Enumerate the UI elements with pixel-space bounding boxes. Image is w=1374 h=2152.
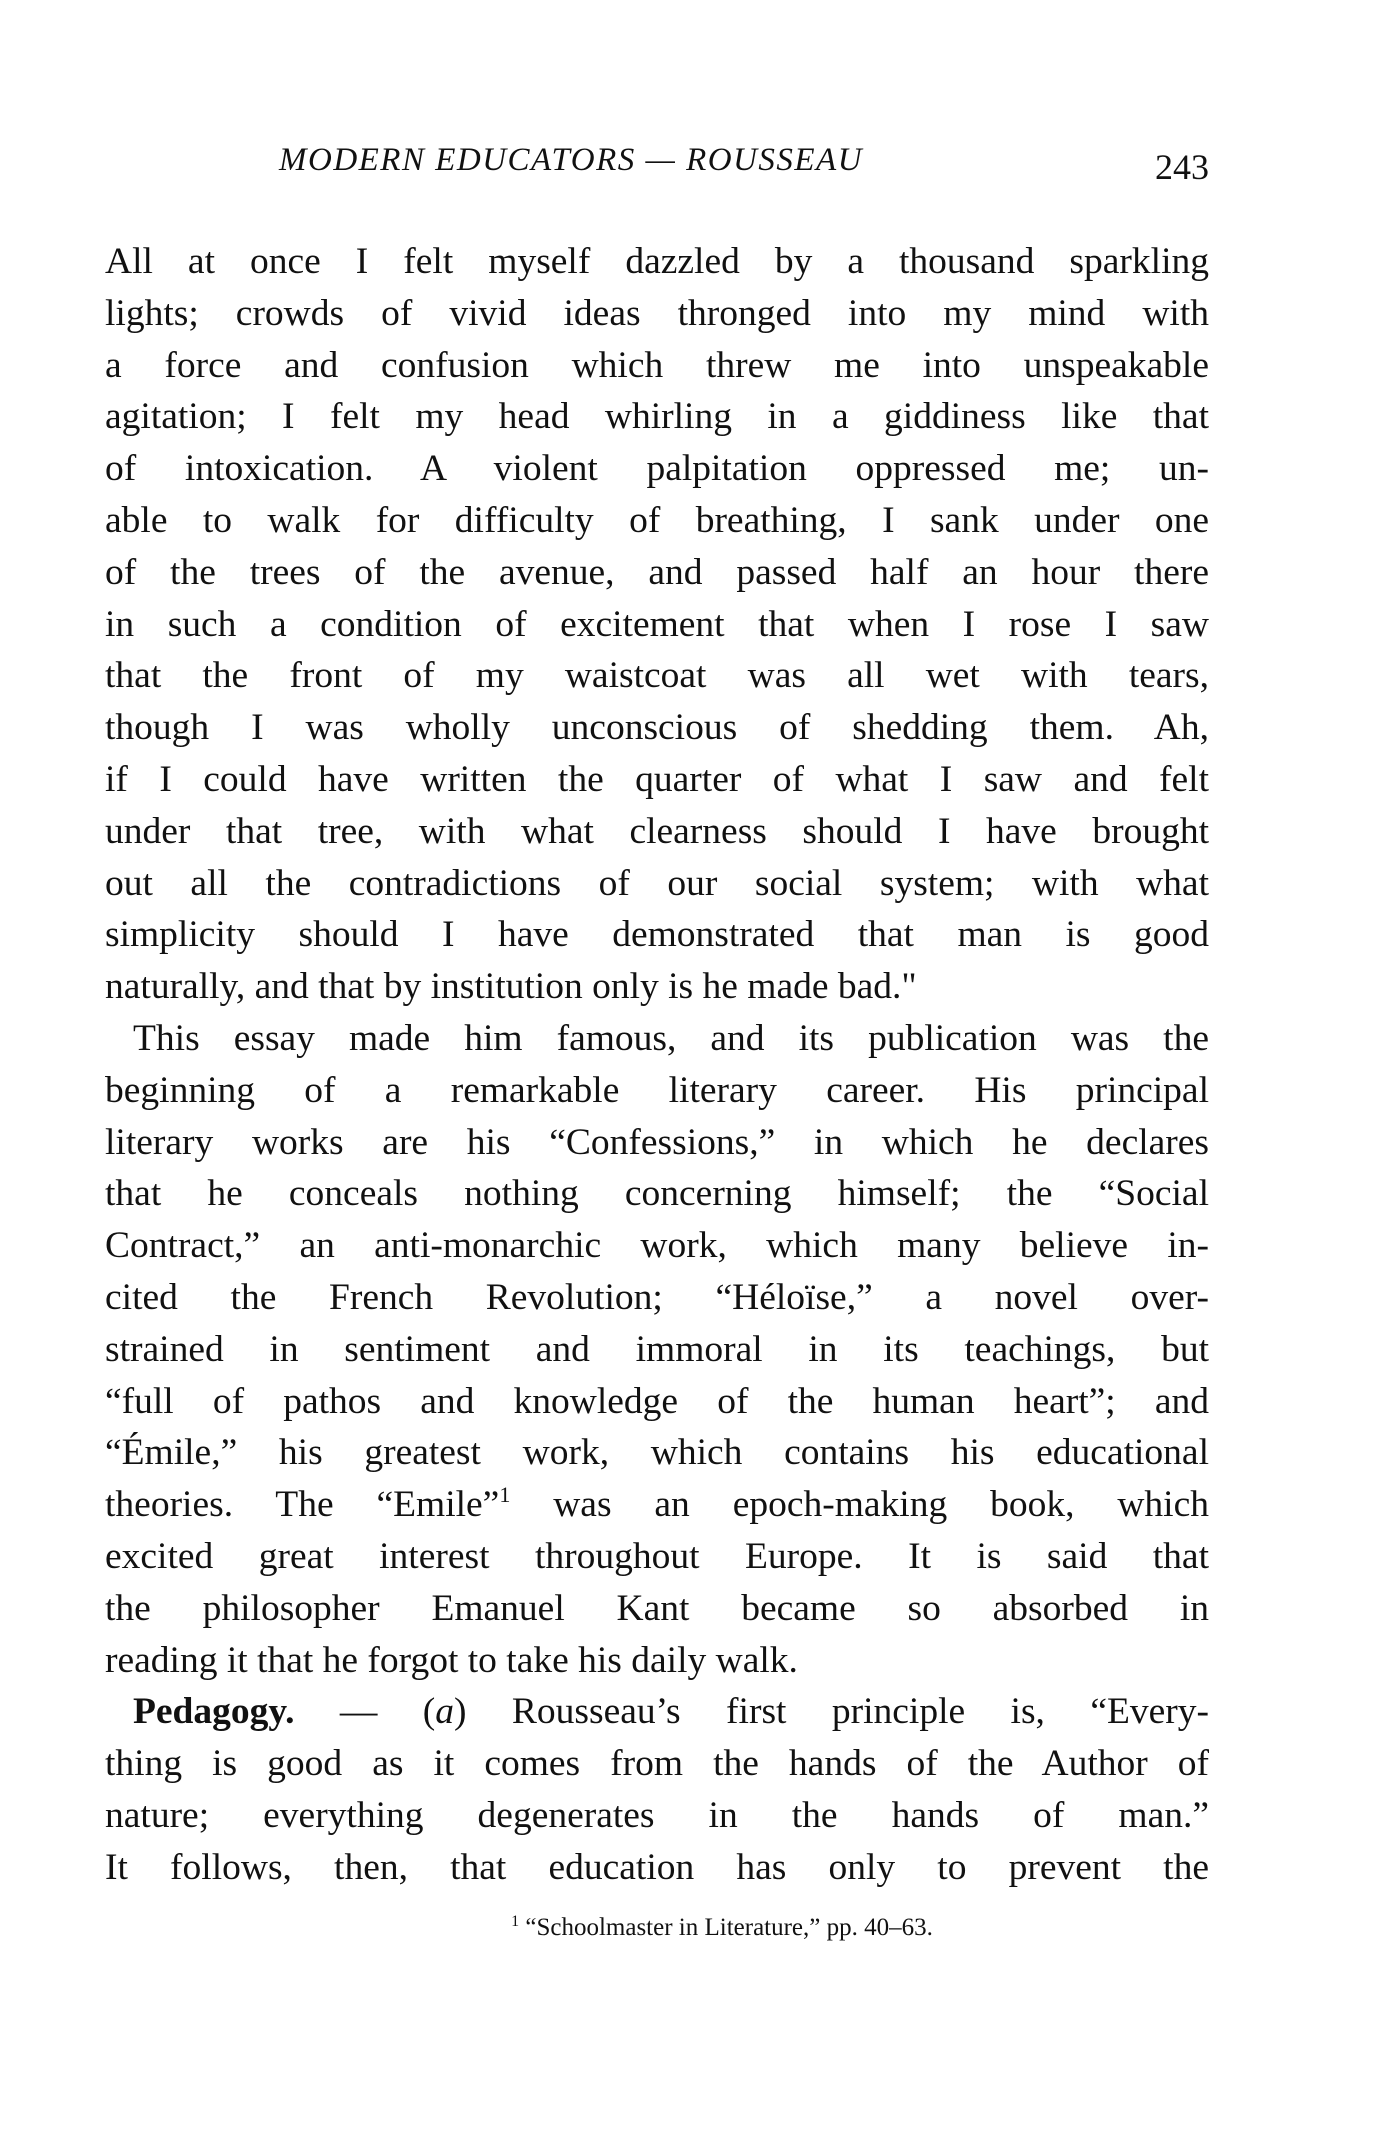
text-line: [105, 1842, 1209, 1894]
line-text: — (: [294, 1691, 436, 1733]
line-text: of the trees of the avenue, and passed half an hour there: [105, 551, 1209, 593]
text-line: [105, 1168, 1209, 1220]
line-text: was an epoch-making book, which: [510, 1484, 1209, 1526]
line-text: theories. The “Emile”: [105, 1484, 500, 1526]
line-text: “Émile,” his greatest work, which contains his educational: [105, 1432, 1209, 1474]
line-text: a force and confusion which threw me into unspeakable: [105, 344, 1209, 386]
text-line: [105, 1738, 1209, 1790]
page-number: 243: [1155, 147, 1209, 187]
text-line: [105, 1013, 1209, 1065]
text-line: [105, 806, 1209, 858]
line-text: thing is good as it comes from the hands of the Author of: [105, 1743, 1209, 1785]
running-header: [279, 142, 1209, 192]
line-text: “full of pathos and knowledge of the human heart”; and: [105, 1380, 1209, 1422]
text-line: [105, 1220, 1209, 1272]
line-text: excited great interest throughout Europe. It is said that: [105, 1535, 1209, 1577]
line-text: beginning of a remarkable literary career. His principal: [105, 1069, 1209, 1111]
footnote-text: “Schoolmaster in Literature,” pp. 40–63.: [519, 1914, 933, 1941]
text-line: [105, 443, 1209, 495]
line-text: if I could have written the quarter of what I saw and felt: [105, 758, 1209, 800]
text-line: [105, 1065, 1209, 1117]
text-line: [105, 236, 1209, 288]
line-text: that the front of my waistcoat was all wet with tears,: [105, 655, 1209, 697]
text-line: [105, 1583, 1209, 1635]
line-text: naturally, and that by institution only is he made bad.": [105, 966, 917, 1008]
line-text: reading it that he forgot to take his daily walk.: [105, 1639, 798, 1681]
text-line: [105, 1686, 1209, 1738]
section-heading: Pedagogy.: [133, 1691, 295, 1733]
footnote: [0, 1914, 1374, 1942]
running-title: MODERN EDUCATORS — ROUSSEAU: [279, 142, 864, 178]
line-text: strained in sentiment and immoral in its teachings, but: [105, 1328, 1209, 1370]
text-line: [105, 495, 1209, 547]
text-line: [105, 1635, 1209, 1687]
text-line: [105, 754, 1209, 806]
text-line: [105, 702, 1209, 754]
text-line: [105, 961, 1209, 1013]
line-text: of intoxication. A violent palpitation oppressed me; un-: [105, 448, 1209, 490]
line-text: Contract,” an anti-monarchic work, which many believe in-: [105, 1225, 1209, 1267]
text-line: [105, 391, 1209, 443]
text-line: [105, 288, 1209, 340]
text-line: [105, 1117, 1209, 1169]
footnote-marker: 1: [511, 1913, 520, 1930]
line-text: simplicity should I have demonstrated that man is good: [105, 914, 1209, 956]
text-line: [105, 1531, 1209, 1583]
text-line: [105, 599, 1209, 651]
line-text: All at once I felt myself dazzled by a thousand sparkling: [105, 241, 1209, 282]
line-text: agitation; I felt my head whirling in a giddiness like that: [105, 396, 1209, 438]
text-line: [105, 1272, 1209, 1324]
text-line: [105, 1376, 1209, 1428]
line-text: nature; everything degenerates in the hands of man.”: [105, 1794, 1209, 1836]
line-text: in such a condition of excitement that when I rose I saw: [105, 603, 1209, 645]
line-text: It follows, then, that education has only to prevent the: [105, 1846, 1209, 1888]
line-text: literary works are his “Confessions,” in which he declares: [105, 1121, 1209, 1163]
line-text: lights; crowds of vivid ideas thronged into my mind with: [105, 292, 1209, 334]
text-line: [105, 650, 1209, 702]
text-line: [105, 340, 1209, 392]
text-line: [105, 547, 1209, 599]
list-marker: a: [435, 1691, 455, 1733]
line-text: out all the contradictions of our social system; with what: [105, 862, 1209, 904]
line-text: able to walk for difficulty of breathing, I sank under one: [105, 499, 1209, 541]
footnote-reference: 1: [499, 1482, 511, 1508]
line-text: that he conceals nothing concerning himself; the “Social: [105, 1173, 1209, 1215]
line-text: This essay made him famous, and its publication was the: [133, 1017, 1209, 1059]
text-line: [105, 909, 1209, 961]
text-line: [105, 858, 1209, 910]
line-text: the philosopher Emanuel Kant became so absorbed in: [105, 1587, 1209, 1629]
text-line: [105, 1324, 1209, 1376]
line-text: under that tree, with what clearness should I have brought: [105, 810, 1209, 852]
line-text: cited the French Revolution; “Héloïse,” a novel over-: [105, 1276, 1209, 1318]
text-line: [105, 1790, 1209, 1842]
line-text: ) Rousseau’s first principle is, “Every-: [454, 1691, 1209, 1733]
text-line: [105, 1479, 1209, 1531]
body-text: [105, 236, 1209, 1894]
line-text: though I was wholly unconscious of shedding them. Ah,: [105, 707, 1209, 749]
text-line: [105, 1427, 1209, 1479]
